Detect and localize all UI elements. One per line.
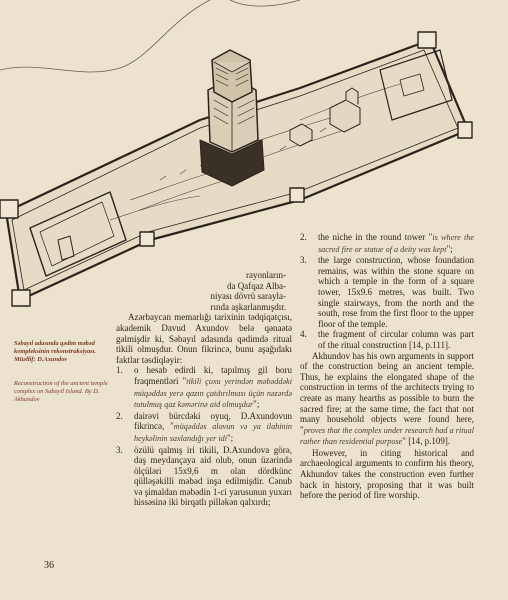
text-column-en [300,232,474,501]
paragraph-text: Akhundov has his own arguments in support of the construction being an ancient temple. Thus, he explains the elongated shape of the construction in terms of the architects trying to create as many hearths as possible to burn the sacred fire; at the same time, the fact that not many household objects were found here, " [300,350,474,435]
list-item [300,255,474,329]
item-quote: is where the sacred fire or statue of a deity was kept [318,233,474,254]
body-paragraph-en: However, in citing historical and archaeological arguments to confirm his theory, Akhundov takes the construction even further back in history, proposing that it was built before the period of fire worship. [300,447,474,501]
item-text-end: "; [446,243,453,254]
page-number: 36 [44,560,54,571]
paragraph-quote: proves that the complex under research had a ritual rather than residential purpose [300,425,474,447]
text-column-az [116,270,292,508]
list-item-text [134,411,292,445]
list-item-number: 3. [116,444,123,455]
body-paragraph-en [300,351,474,448]
list-item-number: 2. [300,232,307,242]
list-item-text: the large construction, whose foundation remains, was within the stone square on which a temple in the form of a square tower, 15x9.6 metres, was built. Two single stairways, from the north and the south, rose from the first floor to the upper floor of the temple. [318,255,474,329]
list-item [116,411,292,445]
list-item-text: the fragment of circular column was part of the ritual construction [14, p.111]. [318,329,474,350]
runin-line: da Qafqaz Alba- [227,280,286,291]
figure-caption-en: Reconstruction of the ancient temple complex on Sabayil Island. By D. Akhundov [14,380,108,403]
list-item-number: 2. [116,410,123,421]
intro-paragraph-az: Azərbaycan memarlığı tarixinin tədqiqatçısı, akademik Davud Axundov belə qənaətə gəlmişdir ki, Səbayıl adasında qədimdə ritual tikili olmuşdur. Onun fikrincə, bunu aşağıdakı faktlar təsdiqləyir: [116,312,292,365]
item-text: dairəvi bürcdəki oyuq, D.Axundovun fikrincə, " [134,410,292,432]
list-item [300,232,474,255]
item-text: o hesab edirdi ki, tapılmış gil boru fraqmentləri " [134,365,292,386]
list-item [116,445,292,509]
paragraph-text-end: " [14, p.109]. [402,436,451,447]
list-item-text [134,365,292,410]
item-text-end: "; [253,399,260,410]
item-quote: müqəddəs alovun və ya ilahinin heykəlinin saxlandığı yer idi [134,422,292,443]
item-text-end: "; [227,432,234,443]
runin-line: rayonların- [246,270,286,280]
list-item [300,329,474,350]
fact-list-az [116,365,292,508]
item-quote: tikili çoxu yerindən məbəddəki müqəddəs yerə qazın çatdırılması üçün nəzərdə tutulmuş qaz kəmərinə aid olmuşdur [134,376,292,410]
list-item-number: 3. [300,255,307,266]
fact-list-en [300,232,474,351]
figure-caption-az: Səbayıl adasında qədim məbəd kompleksinin rekonstruksiyası. Müəllif: D.Axundov [14,340,97,363]
list-item [116,365,292,410]
list-item-text [318,232,474,255]
list-item-text: özülü qalmış iri tikili, D.Axundova görə, daş meydançaya aid olub, onun üzərində ölçüləri 15x9,6 m olan dördkünc qülləşəkilli məbəd inşa edilmişdir. Cənub və şimaldan məbədin 1-ci yarusunun yuxarı hissəsinə iki birqatlı pilləkən qalxırdı; [134,444,292,508]
item-text: the niche in the round tower " [318,232,433,242]
runin-line: niyası dövrü sarayla- [210,291,286,302]
list-item-number: 4. [300,329,307,340]
list-item-number: 1. [116,365,123,376]
runin-line: rında aşkarlanmışdır. [210,301,286,312]
